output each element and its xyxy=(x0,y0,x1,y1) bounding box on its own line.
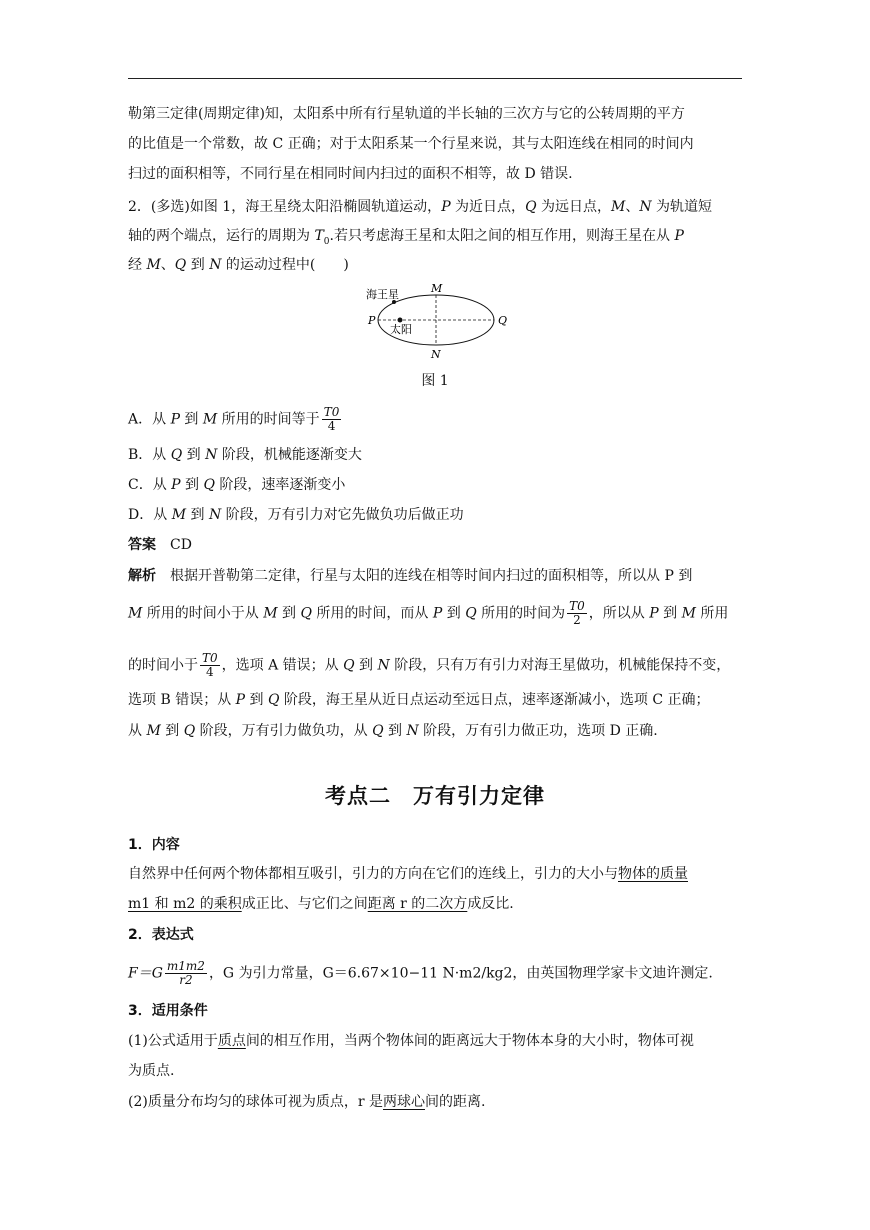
heading-expression: 2．表达式 xyxy=(128,927,194,943)
planet-label: 海王星 xyxy=(366,288,399,301)
sun-label: 太阳 xyxy=(390,323,412,336)
intro-line-3: 扫过的面积相等，不同行星在相同时间内扫过的面积不相等，故 D 错误. xyxy=(128,166,573,182)
content-line-2: m1 和 m2 的乘积成正比、与它们之间距离 r 的二次方成反比. xyxy=(128,896,514,912)
option-b[interactable]: B．从 Q 到 N 阶段，机械能逐渐变大 xyxy=(128,447,362,463)
condition-2: (2)质量分布均匀的球体可视为质点，r 是两球心间的距离. xyxy=(128,1094,486,1110)
content-line-1: 自然界中任何两个物体都相互吸引，引力的方向在它们的连线上，引力的大小与物体的质量 xyxy=(128,866,688,882)
intro-line-2: 的比值是一个常数，故 C 正确；对于太阳系某一个行星来说，其与太阳连线在相同的时间内 xyxy=(128,136,694,152)
option-a[interactable]: A．从 P 到 M 所用的时间等于 $\frac{T0}{4}$ xyxy=(128,405,340,433)
header-rule xyxy=(128,78,742,79)
answer-line: 答案 CD xyxy=(128,537,192,553)
point-n-label: N xyxy=(431,348,441,361)
figure-caption: 图 1 xyxy=(421,373,449,389)
orbit-figure xyxy=(360,280,510,365)
question-2-line-2: 轴的两个端点，运行的周期为 $T_0$.若只考虑海王星和太阳之间的相互作用，则海王星在从 P xyxy=(128,228,684,247)
question-2-line-3: 经 M、Q 到 N 的运动过程中( ) xyxy=(128,257,349,273)
section-title: 考点二 万有引力定律 xyxy=(325,784,545,808)
analysis-line-3: 的时间小于 $\frac{T0}{4}$ ，选项 A 错误；从 Q 到 N 阶段，只有万有引力对海王星做功，机械能保持不变， xyxy=(128,651,731,679)
heading-conditions: 3．适用条件 xyxy=(128,1003,208,1019)
option-c[interactable]: C．从 P 到 Q 阶段，速率逐渐变小 xyxy=(128,477,346,493)
analysis-line-5: 从 M 到 Q 阶段，万有引力做负功，从 Q 到 N 阶段，万有引力做正功，选项 D 正确. xyxy=(128,723,658,739)
question-2-line-1: 2．(多选)如图 1，海王星绕太阳沿椭圆轨道运动，P 为近日点，Q 为远日点，M、N 为轨道短 xyxy=(128,199,713,215)
condition-1-line-2: 为质点. xyxy=(128,1063,175,1079)
analysis-line-2: M 所用的时间小于从 M 到 Q 所用的时间，而从 P 到 Q 所用的时间为 $\frac{T0}{2}$ ，所以从 P 到 M 所用 xyxy=(128,599,729,627)
intro-line-1: 勒第三定律(周期定律)知，太阳系中所有行星轨道的半长轴的三次方与它的公转周期的平方 xyxy=(128,106,685,122)
analysis-line-1: 解析 根据开普勒第二定律，行星与太阳的连线在相等时间内扫过的面积相等，所以从 P 到 xyxy=(128,568,693,584)
formula-line: F＝G $\frac{m1m2}{r2}$ ，G 为引力常量，G＝6.67×10−11 N·m2/kg2，由英国物理学家卡文迪许测定. xyxy=(128,959,713,987)
heading-content: 1．内容 xyxy=(128,837,180,853)
condition-1-line-1: (1)公式适用于质点间的相互作用，当两个物体间的距离远大于物体本身的大小时，物体可视 xyxy=(128,1033,694,1049)
point-m-label: M xyxy=(431,282,443,295)
option-d[interactable]: D．从 M 到 N 阶段，万有引力对它先做负功后做正功 xyxy=(128,507,464,523)
analysis-line-4: 选项 B 错误；从 P 到 Q 阶段，海王星从近日点运动至远日点，速率逐渐减小，选项 C 正确； xyxy=(128,692,710,708)
sun-dot xyxy=(398,318,403,323)
point-p-label: P xyxy=(368,314,376,327)
point-q-label: Q xyxy=(498,314,508,327)
